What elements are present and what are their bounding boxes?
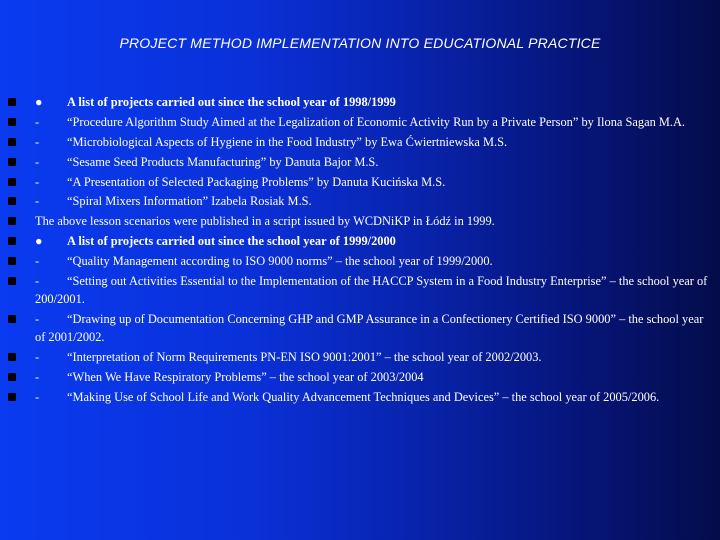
square-bullet-icon (8, 237, 16, 245)
list-item-marker: ● (35, 234, 43, 249)
list-item-text: “Quality Management according to ISO 9000 norms” – the school year of 1999/2000. (67, 254, 493, 269)
list-item (8, 153, 708, 171)
square-bullet-icon (8, 393, 16, 401)
list-item-text: “When We Have Respiratory Problems” – the school year of 2003/2004 (67, 369, 424, 384)
list-item (8, 93, 708, 111)
list-item (8, 173, 708, 191)
list-item-marker: - (35, 114, 40, 129)
square-bullet-icon (8, 118, 16, 126)
list-item-marker: - (35, 274, 40, 289)
list-item (8, 113, 708, 131)
list-item (8, 368, 708, 386)
square-bullet-icon (8, 373, 16, 381)
list-item-marker: - (35, 254, 40, 269)
list-item-text: “Making Use of School Life and Work Quality Advancement Techniques and Devices” – the school year of 2005/2006. (67, 389, 660, 404)
square-bullet-icon (8, 217, 16, 225)
list-item-marker: - (35, 194, 40, 209)
list-item-text: A list of projects carried out since the school year of 1998/1999 (67, 95, 396, 109)
list-item-marker: - (35, 369, 40, 384)
list-item-text: “Setting out Activities Essential to the Implementation of the HACCP System in a Food Industry Enterprise” – the school year of 200/2001. (35, 274, 708, 307)
list-item-text: “Drawing up of Documentation Concerning GHP and GMP Assurance in a Confectionery Certified ISO 9000” – the school year of 2001/2002. (35, 311, 704, 344)
list-item-text: “Sesame Seed Products Manufacturing” by Danuta Bajor M.S. (67, 154, 379, 169)
list-item (8, 133, 708, 151)
list-item-marker: - (35, 389, 40, 404)
list-item (8, 348, 708, 366)
list-item-text: A list of projects carried out since the school year of 1999/2000 (67, 234, 396, 249)
list-item (8, 252, 708, 270)
square-bullet-icon (8, 353, 16, 361)
square-bullet-icon (8, 138, 16, 146)
list-item-marker: - (35, 174, 40, 189)
list-item (8, 310, 708, 346)
list-item-text: “Procedure Algorithm Study Aimed at the Legalization of Economic Activity Run by a Private Person” by Ilona Sagan M.A. (67, 114, 686, 129)
list-item-marker: - (35, 134, 40, 149)
square-bullet-icon (8, 158, 16, 166)
square-bullet-icon (8, 178, 16, 186)
square-bullet-icon (8, 98, 16, 106)
list-item-marker: ● (35, 95, 43, 109)
list-item-text: “A Presentation of Selected Packaging Problems” by Danuta Kucińska M.S. (67, 174, 446, 189)
list-item (8, 212, 708, 230)
list-item-text: “Microbiological Aspects of Hygiene in the Food Industry” by Ewa Ćwiertniewska M.S. (67, 134, 508, 149)
list-item-text: “Spiral Mixers Information” Izabela Rosiak M.S. (67, 194, 312, 209)
list-item-marker: - (35, 311, 40, 326)
square-bullet-icon (8, 197, 16, 205)
list-item-marker: - (35, 154, 40, 169)
list-item (8, 388, 708, 406)
list-item-text: “Interpretation of Norm Requirements PN-EN ISO 9001:2001” – the school year of 2002/2003. (67, 349, 542, 364)
list-item-marker: - (35, 349, 40, 364)
square-bullet-icon (8, 257, 16, 265)
list-item-text: The above lesson scenarios were published in a script issued by WCDNiKP in Łódź in 1999. (35, 214, 495, 229)
list-item (8, 192, 708, 210)
bullet-list (8, 93, 708, 407)
list-item (8, 272, 708, 308)
square-bullet-icon (8, 277, 16, 285)
square-bullet-icon (8, 315, 16, 323)
slide-title: PROJECT METHOD IMPLEMENTATION INTO EDUCATIONAL PRACTICE (119, 35, 601, 51)
list-item (8, 232, 708, 250)
